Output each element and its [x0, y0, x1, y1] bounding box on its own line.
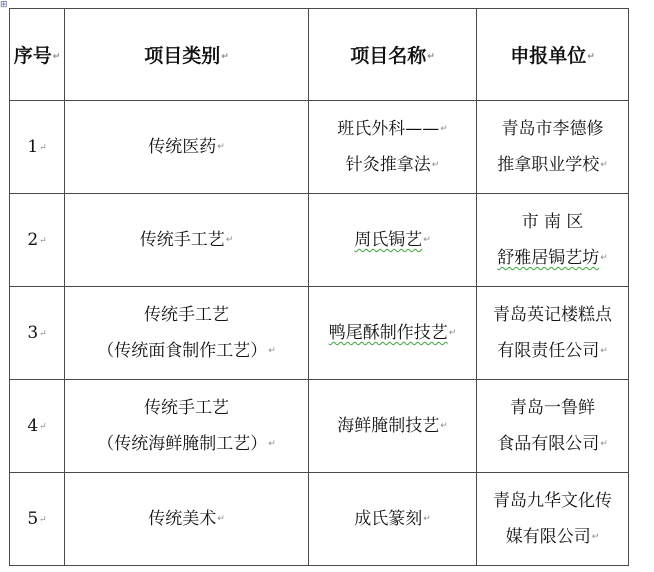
paragraph-mark-icon: ↵	[39, 328, 47, 339]
table-header-row	[10, 9, 629, 101]
header-cell	[477, 9, 629, 101]
header-label: 项目类别	[144, 45, 221, 67]
table-row	[10, 194, 629, 287]
category-cell	[65, 287, 309, 380]
applicant-line: 青岛英记楼糕点	[493, 305, 612, 325]
row-number-cell	[10, 380, 65, 473]
category-cell	[65, 473, 309, 566]
paragraph-mark-icon: ↵	[217, 142, 225, 152]
row-number-cell	[10, 287, 65, 380]
project-name-line: 周氏锔艺↵	[354, 230, 431, 250]
header-label: 序号	[13, 45, 52, 67]
paragraph-mark-icon: ↵	[39, 142, 47, 153]
table-row	[10, 473, 629, 566]
paragraph-mark-icon: ↵	[448, 328, 457, 338]
paragraph-mark-icon: ↵	[423, 514, 431, 524]
heritage-project-table	[9, 8, 629, 566]
paragraph-mark-icon: ↵	[39, 235, 47, 246]
paragraph-mark-icon: ↵	[423, 235, 431, 245]
category-line: （传统海鲜腌制工艺）↵	[97, 434, 276, 454]
applicant-line: 青岛一鲁鲜	[510, 398, 595, 418]
category-line: 传统美术↵	[148, 509, 225, 529]
header-label: 项目名称	[350, 45, 427, 67]
applicant-line: 推拿职业学校↵	[497, 155, 608, 175]
table-row	[10, 101, 629, 194]
project-name-line: 针灸推拿法↵	[345, 155, 440, 175]
applicant-cell	[477, 194, 629, 287]
paragraph-mark-icon: ↵	[440, 421, 448, 431]
project-name-cell	[309, 101, 477, 194]
category-line: 传统手工艺	[144, 398, 229, 418]
project-name-cell	[309, 380, 477, 473]
paragraph-mark-icon: ↵	[39, 514, 47, 525]
paragraph-mark-icon: ↵	[587, 51, 595, 62]
category-cell	[65, 380, 309, 473]
table-row	[10, 287, 629, 380]
row-number: 3	[27, 323, 39, 343]
paragraph-mark-icon: ↵	[427, 51, 435, 62]
paragraph-mark-icon: ↵	[221, 51, 229, 62]
applicant-line: 有限责任公司↵	[497, 341, 608, 361]
row-number-cell	[10, 101, 65, 194]
project-name-line: 鸭尾酥制作技艺↵	[328, 323, 457, 343]
paragraph-mark-icon: ↵	[225, 235, 234, 245]
applicant-cell	[477, 287, 629, 380]
category-line: 传统医药↵	[148, 137, 225, 157]
paragraph-mark-icon: ↵	[591, 532, 600, 542]
paragraph-mark-icon: ↵	[39, 421, 47, 432]
applicant-line: 舒雅居锔艺坊↵	[497, 248, 608, 268]
paragraph-mark-icon: ↵	[268, 346, 276, 356]
category-cell	[65, 194, 309, 287]
paragraph-mark-icon: ↵	[600, 253, 608, 263]
header-cell	[10, 9, 65, 101]
paragraph-mark-icon: ↵	[440, 124, 448, 134]
paragraph-mark-icon: ↵	[217, 514, 225, 524]
applicant-line: 食品有限公司↵	[497, 434, 608, 454]
project-name-line: 班氏外科——↵	[337, 119, 448, 139]
paragraph-mark-icon: ↵	[52, 51, 61, 62]
project-name-cell	[309, 194, 477, 287]
applicant-line: 青岛九华文化传	[493, 491, 612, 511]
category-line: 传统手工艺	[144, 305, 229, 325]
header-cell	[309, 9, 477, 101]
table-move-handle-icon[interactable]: ⊞	[0, 0, 8, 10]
project-name-cell	[309, 473, 477, 566]
category-line: 传统手工艺↵	[139, 230, 234, 250]
paragraph-mark-icon: ↵	[268, 439, 276, 449]
row-number: 5	[27, 509, 39, 529]
table-row	[10, 380, 629, 473]
category-line: （传统面食制作工艺）↵	[97, 341, 276, 361]
applicant-cell	[477, 473, 629, 566]
project-name-line: 海鲜腌制技艺↵	[337, 416, 448, 436]
header-cell	[65, 9, 309, 101]
paragraph-mark-icon: ↵	[600, 439, 608, 449]
applicant-cell	[477, 101, 629, 194]
header-label: 申报单位	[510, 45, 587, 67]
applicant-line: 青岛市李德修	[501, 119, 604, 139]
paragraph-mark-icon: ↵	[600, 160, 608, 170]
applicant-line: 媒有限公司↵	[505, 527, 600, 547]
row-number: 4	[27, 416, 39, 436]
project-name-line: 成氏篆刻↵	[354, 509, 431, 529]
paragraph-mark-icon: ↵	[431, 160, 440, 170]
paragraph-mark-icon: ↵	[600, 346, 608, 356]
applicant-cell	[477, 380, 629, 473]
row-number: 1	[27, 137, 39, 157]
row-number-cell	[10, 194, 65, 287]
row-number: 2	[27, 230, 39, 250]
project-name-cell	[309, 287, 477, 380]
applicant-line: 市 南 区	[521, 212, 584, 232]
row-number-cell	[10, 473, 65, 566]
category-cell	[65, 101, 309, 194]
